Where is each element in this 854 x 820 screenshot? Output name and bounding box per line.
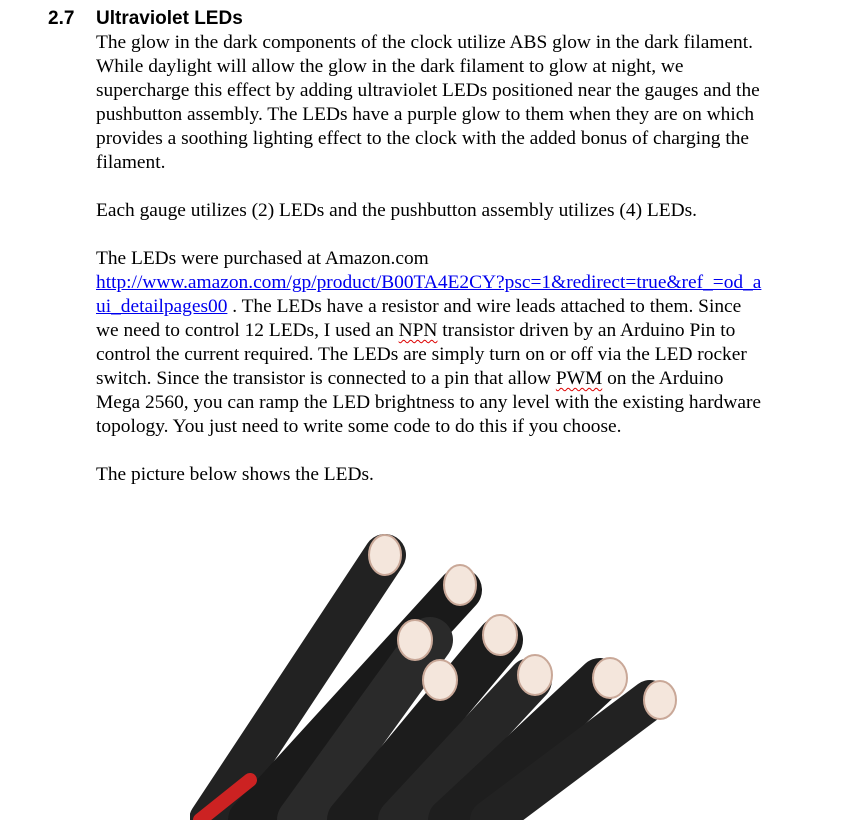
spellcheck-word: NPN	[398, 320, 438, 341]
paragraph-line: topology. You just need to write some code to do this if you choose.	[96, 416, 622, 437]
paragraph-line: The glow in the dark components of the clock utilize ABS glow in the dark filament.	[96, 32, 753, 53]
paragraph-line: filament.	[96, 152, 166, 173]
paragraph-line: supercharge this effect by adding ultraviolet LEDs positioned near the gauges and the	[96, 80, 760, 101]
paragraph-text: . The LEDs have a resistor and wire leads attached to them. Since	[227, 296, 742, 317]
led-bundle-photo	[190, 530, 700, 820]
paragraph-text: switch. Since the transistor is connected to a pin that allow	[96, 368, 556, 389]
spellcheck-word: PWM	[555, 368, 603, 389]
picture-caption: The picture below shows the LEDs.	[96, 464, 374, 485]
paragraph-line: While daylight will allow the glow in the dark filament to glow at night, we	[96, 56, 684, 77]
paragraph-line: Mega 2560, you can ramp the LED brightness to any level with the existing hardware	[96, 392, 762, 413]
paragraph-line: provides a soothing lighting effect to the clock with the added bonus of charging the	[96, 128, 750, 149]
paragraph-text: we need to control 12 LEDs, I used an	[96, 320, 399, 341]
paragraph-line: pushbutton assembly. The LEDs have a purple glow to them when they are on which	[96, 104, 755, 125]
section-number: 2.7	[48, 8, 75, 29]
paragraph-led-count: Each gauge utilizes (2) LEDs and the pushbutton assembly utilizes (4) LEDs.	[96, 200, 697, 221]
paragraph-line: control the current required. The LEDs are simply turn on or off via the LED rocker	[96, 344, 747, 365]
amazon-link-cont[interactable]: ui_detailpages00	[96, 296, 228, 317]
paragraph-text: transistor driven by an Arduino Pin to	[437, 320, 736, 341]
amazon-link[interactable]: http://www.amazon.com/gp/product/B00TA4E2CY?psc=1&redirect=true&ref_=od_a	[96, 272, 762, 293]
paragraph-line: The LEDs were purchased at Amazon.com	[96, 248, 429, 269]
section-heading	[48, 8, 243, 30]
paragraph-text: on the Arduino	[602, 368, 724, 389]
section-title: Ultraviolet LEDs	[96, 8, 243, 29]
section-body	[96, 31, 836, 487]
